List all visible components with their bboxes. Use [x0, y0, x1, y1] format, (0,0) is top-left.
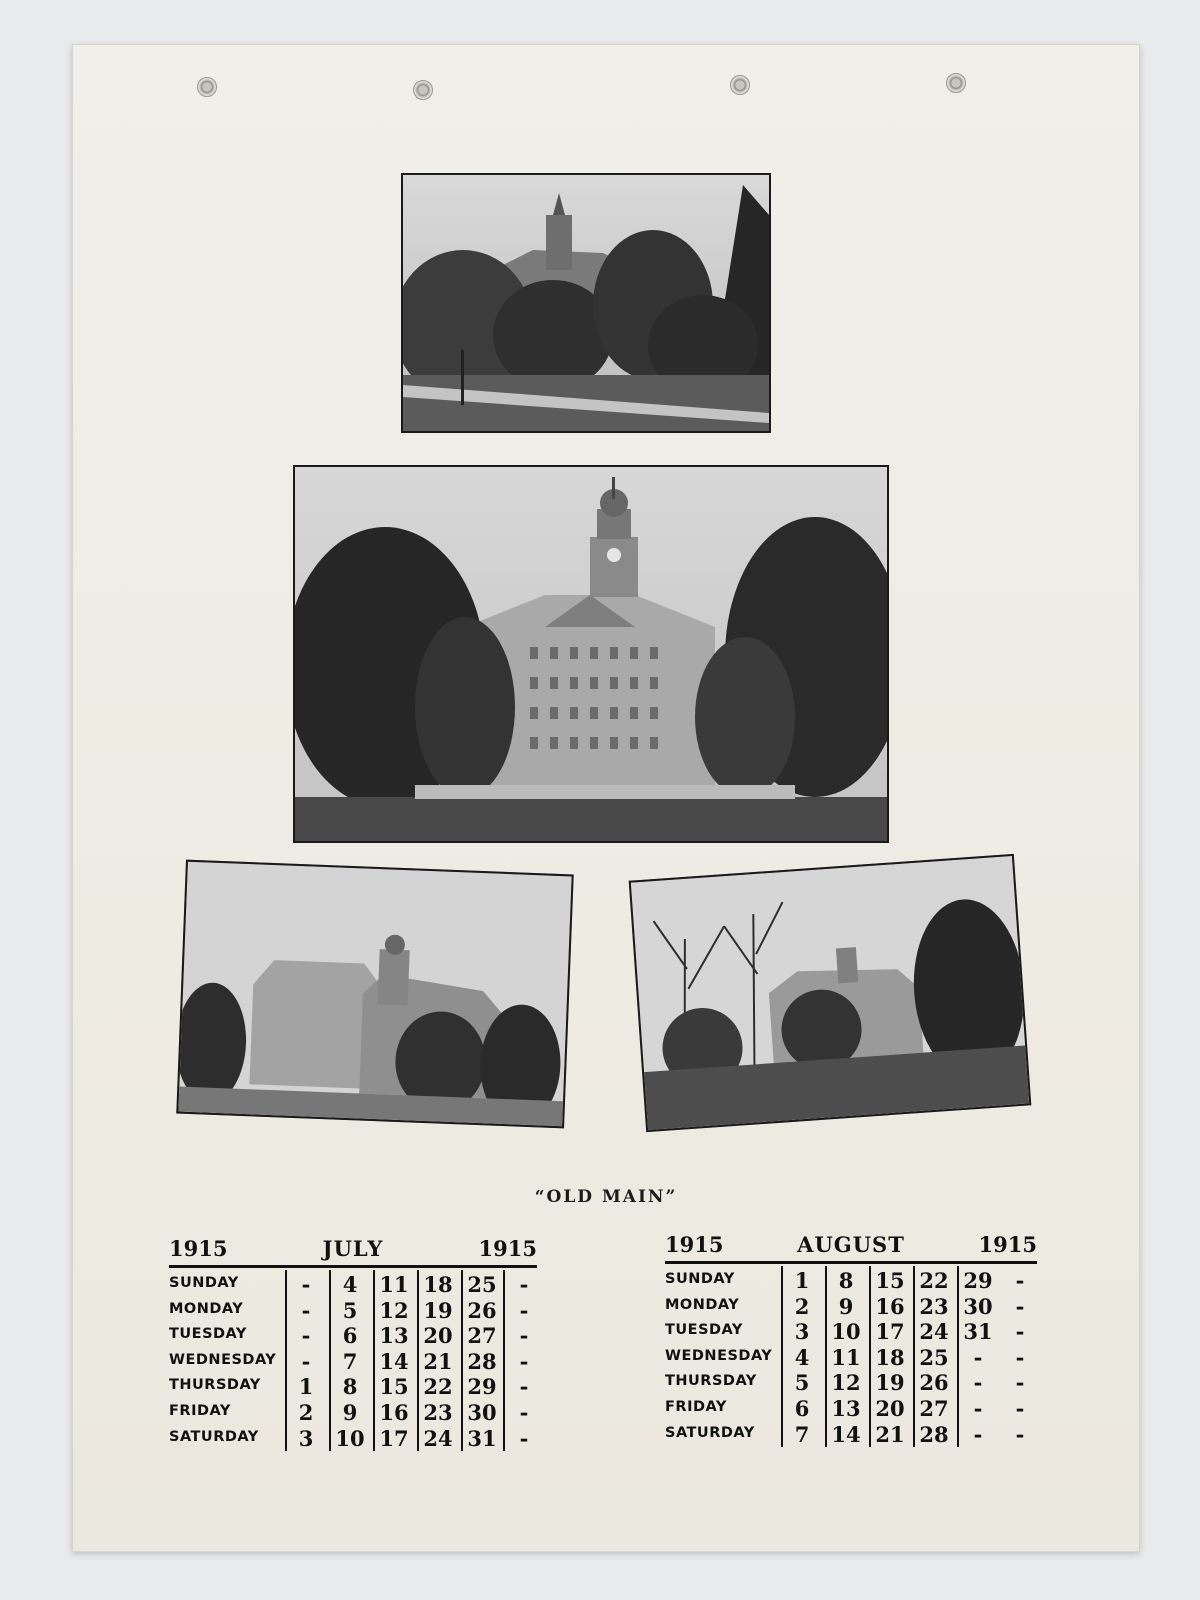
punch-hole [197, 77, 217, 97]
date-cell: 18 [423, 1272, 453, 1297]
weekday-label: WEDNESDAY [665, 1347, 773, 1364]
date-cell: 1 [794, 1268, 810, 1293]
date-cell: 16 [379, 1399, 409, 1425]
weekday-label: MONDAY [169, 1300, 244, 1317]
calendar-sheet [72, 44, 1140, 1552]
date-cell: 25 [919, 1344, 949, 1370]
weekday-label: SATURDAY [169, 1428, 259, 1445]
punch-hole [730, 75, 750, 95]
date-cell: 4 [342, 1272, 358, 1297]
date-cell: 23 [423, 1399, 453, 1425]
date-cell: 6 [794, 1395, 810, 1421]
weekday-label: SUNDAY [169, 1275, 239, 1291]
date-placeholder: - [1015, 1370, 1025, 1396]
punch-hole [946, 73, 966, 93]
photo-bottom-right [629, 854, 1032, 1132]
date-cell: 21 [423, 1348, 453, 1374]
date-placeholder: - [301, 1297, 311, 1323]
weekday-label: TUESDAY [169, 1326, 247, 1343]
column-rule [913, 1266, 915, 1447]
date-cell: 7 [794, 1421, 810, 1447]
calendar-grid [665, 1268, 1037, 1447]
date-cell: 17 [379, 1425, 409, 1451]
date-cell: 22 [423, 1374, 453, 1400]
date-cell: 27 [919, 1395, 949, 1421]
calendar-year-right: 1915 [478, 1236, 537, 1261]
date-cell: 8 [342, 1374, 358, 1400]
date-placeholder: - [519, 1272, 529, 1297]
calendar-grid [169, 1272, 537, 1451]
date-cell: 24 [423, 1425, 453, 1451]
date-cell: 10 [335, 1425, 365, 1451]
date-cell: 30 [467, 1399, 497, 1425]
column-rule [957, 1266, 959, 1447]
weekday-label: SATURDAY [665, 1424, 755, 1441]
calendar-header [169, 1235, 537, 1268]
date-placeholder: - [973, 1421, 983, 1447]
calendar-row [169, 1400, 537, 1426]
date-placeholder: - [1015, 1395, 1025, 1421]
column-rule [373, 1270, 375, 1451]
date-cell: 3 [794, 1319, 810, 1345]
calendar-row [169, 1323, 537, 1349]
calendar-row [665, 1294, 1037, 1320]
date-placeholder: - [519, 1348, 529, 1374]
weekday-label: THURSDAY [665, 1373, 757, 1390]
weekday-label: SUNDAY [665, 1271, 735, 1287]
date-cell: 25 [467, 1272, 497, 1297]
calendar-month: AUGUST [797, 1232, 905, 1257]
date-placeholder: - [973, 1395, 983, 1421]
column-rule [869, 1266, 871, 1447]
calendar-row [665, 1396, 1037, 1422]
date-cell: 3 [298, 1425, 314, 1451]
date-cell: 11 [831, 1344, 861, 1370]
date-cell: 16 [875, 1293, 905, 1319]
date-cell: 31 [467, 1425, 497, 1451]
photo-bottom-left [176, 860, 573, 1129]
date-placeholder: - [301, 1323, 311, 1349]
date-cell: 24 [919, 1319, 949, 1345]
date-placeholder: - [519, 1399, 529, 1425]
date-cell: 28 [919, 1421, 949, 1447]
calendar-august [665, 1231, 1037, 1447]
date-cell: 29 [963, 1268, 993, 1293]
calendar-row [169, 1374, 537, 1400]
calendar-row [665, 1422, 1037, 1448]
calendar-row [169, 1272, 537, 1298]
column-rule [417, 1270, 419, 1451]
date-cell: 14 [831, 1421, 861, 1447]
date-cell: 14 [379, 1348, 409, 1374]
date-cell: 12 [379, 1297, 409, 1323]
date-cell: 8 [838, 1268, 854, 1293]
photo-top [401, 173, 771, 433]
date-cell: 10 [831, 1319, 861, 1345]
calendar-row [169, 1426, 537, 1452]
date-placeholder: - [1015, 1421, 1025, 1447]
date-placeholder: - [301, 1272, 311, 1297]
date-cell: 17 [875, 1319, 905, 1345]
calendar-row [665, 1370, 1037, 1396]
calendar-july [169, 1235, 537, 1451]
date-cell: 6 [342, 1323, 358, 1349]
calendar-row [665, 1268, 1037, 1294]
date-cell: 20 [875, 1395, 905, 1421]
date-placeholder: - [1015, 1293, 1025, 1319]
weekday-label: TUESDAY [665, 1322, 743, 1339]
date-placeholder: - [519, 1374, 529, 1400]
date-cell: 15 [875, 1268, 905, 1293]
calendar-header [665, 1231, 1037, 1264]
weekday-label: MONDAY [665, 1296, 740, 1313]
date-cell: 26 [919, 1370, 949, 1396]
punch-hole [413, 80, 433, 100]
date-cell: 19 [423, 1297, 453, 1323]
date-cell: 31 [963, 1319, 993, 1345]
calendar-row [169, 1298, 537, 1324]
date-cell: 28 [467, 1348, 497, 1374]
date-cell: 12 [831, 1370, 861, 1396]
date-cell: 11 [379, 1272, 409, 1297]
date-cell: 5 [794, 1370, 810, 1396]
date-cell: 18 [875, 1344, 905, 1370]
date-cell: 22 [919, 1268, 949, 1293]
date-cell: 20 [423, 1323, 453, 1349]
date-placeholder: - [1015, 1344, 1025, 1370]
date-placeholder: - [519, 1297, 529, 1323]
calendar-row [665, 1319, 1037, 1345]
column-rule [285, 1270, 287, 1451]
weekday-label: THURSDAY [169, 1377, 261, 1394]
date-cell: 13 [831, 1395, 861, 1421]
date-cell: 4 [794, 1344, 810, 1370]
date-placeholder: - [301, 1348, 311, 1374]
weekday-label: FRIDAY [665, 1398, 727, 1415]
date-placeholder: - [1015, 1319, 1025, 1345]
date-placeholder: - [519, 1425, 529, 1451]
date-cell: 19 [875, 1370, 905, 1396]
date-cell: 1 [298, 1374, 314, 1400]
calendar-row [169, 1349, 537, 1375]
date-cell: 2 [794, 1293, 810, 1319]
date-cell: 9 [838, 1293, 854, 1319]
date-cell: 13 [379, 1323, 409, 1349]
date-cell: 26 [467, 1297, 497, 1323]
date-cell: 29 [467, 1374, 497, 1400]
date-cell: 27 [467, 1323, 497, 1349]
date-cell: 15 [379, 1374, 409, 1400]
date-placeholder: - [973, 1370, 983, 1396]
date-cell: 2 [298, 1399, 314, 1425]
date-cell: 23 [919, 1293, 949, 1319]
column-rule [461, 1270, 463, 1451]
column-rule [503, 1270, 505, 1451]
calendar-row [665, 1345, 1037, 1371]
date-cell: 7 [342, 1348, 358, 1374]
photo-caption: “OLD MAIN” [534, 1187, 678, 1207]
calendar-year-right: 1915 [978, 1232, 1037, 1257]
weekday-label: WEDNESDAY [169, 1351, 277, 1368]
date-cell: 30 [963, 1293, 993, 1319]
date-placeholder: - [1015, 1268, 1025, 1293]
weekday-label: FRIDAY [169, 1402, 231, 1419]
calendar-month: JULY [322, 1236, 384, 1261]
column-rule [781, 1266, 783, 1447]
calendar-year-left: 1915 [665, 1232, 724, 1257]
date-cell: 21 [875, 1421, 905, 1447]
date-cell: 5 [342, 1297, 358, 1323]
calendar-year-left: 1915 [169, 1236, 228, 1261]
column-rule [825, 1266, 827, 1447]
date-cell: 9 [342, 1399, 358, 1425]
date-placeholder: - [519, 1323, 529, 1349]
photo-middle [293, 465, 889, 843]
column-rule [329, 1270, 331, 1451]
date-placeholder: - [973, 1344, 983, 1370]
